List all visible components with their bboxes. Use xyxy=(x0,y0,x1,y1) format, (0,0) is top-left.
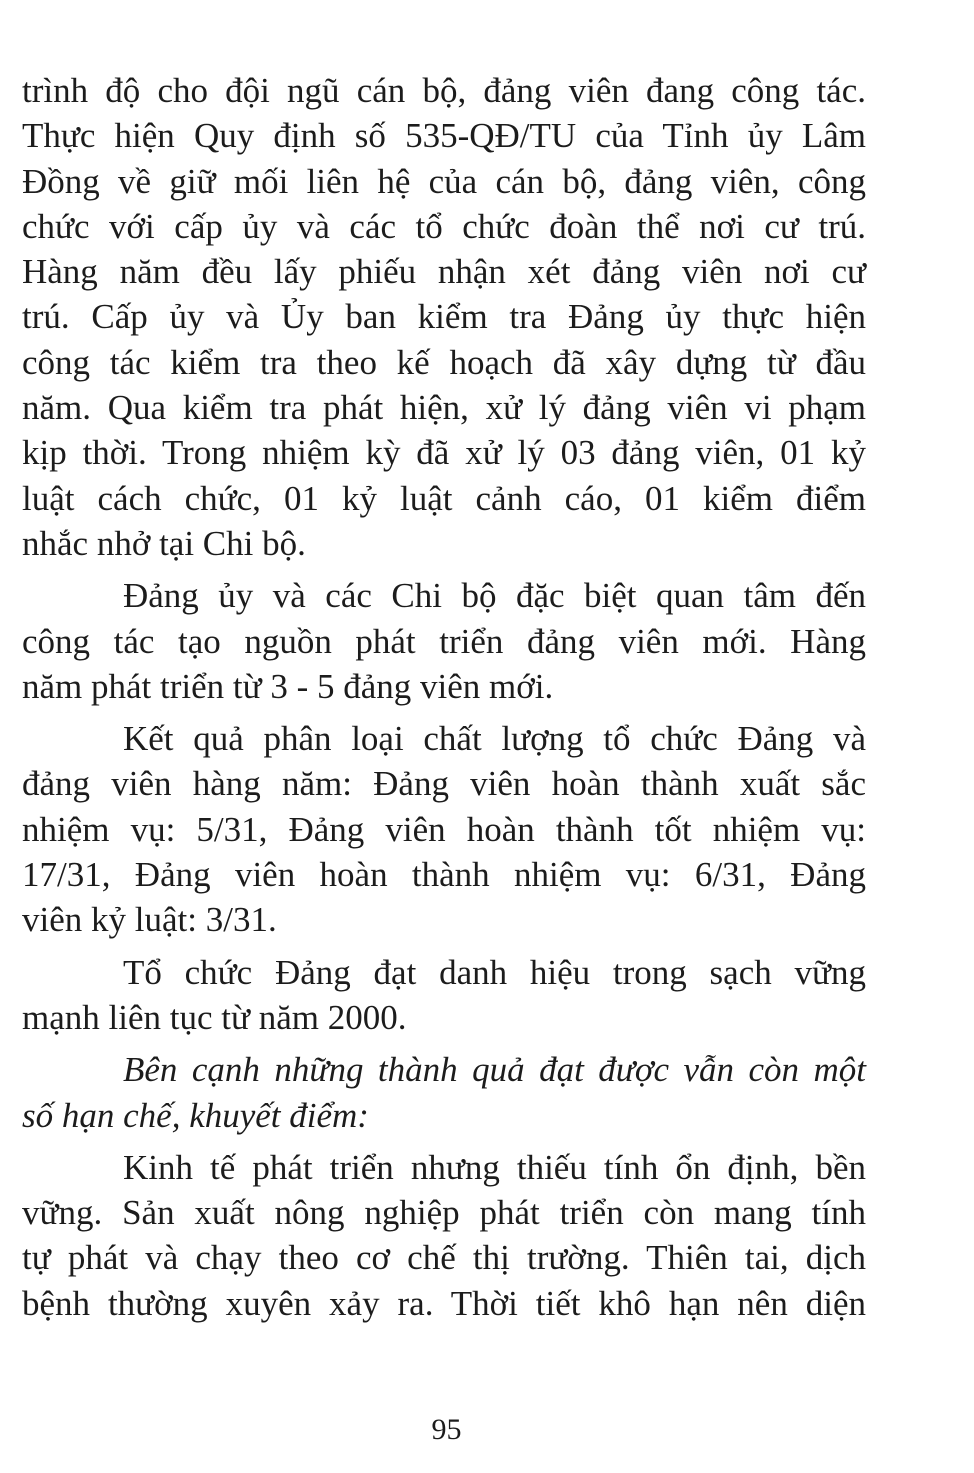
text-line: nhiệm vụ: 5/31, Đảng viên hoàn thành tốt nhiệm vụ: xyxy=(22,809,866,849)
text-line: tự phát và chạy theo cơ chế thị trường. Thiên tai, dịch xyxy=(22,1238,866,1278)
text-line: Kết quả phân loại chất lượng tổ chức Đảng và xyxy=(123,719,866,759)
text-line: Bên cạnh những thành quả đạt được vẫn còn một xyxy=(123,1050,866,1090)
page-number: 95 xyxy=(431,1413,462,1446)
text-line: trú. Cấp ủy và Ủy ban kiểm tra Đảng ủy thực hiện xyxy=(22,297,866,337)
text-line: đảng viên hàng năm: Đảng viên hoàn thành xuất sắc xyxy=(22,764,866,804)
text-line: Thực hiện Quy định số 535-QĐ/TU của Tỉnh ủy Lâm xyxy=(22,116,866,156)
text-line: năm. Qua kiểm tra phát hiện, xử lý đảng viên vi phạm xyxy=(22,388,866,428)
paragraph-5-italic xyxy=(22,1047,866,1138)
text-line: Đảng ủy và các Chi bộ đặc biệt quan tâm đến xyxy=(123,576,866,616)
paragraph-4 xyxy=(22,950,866,1041)
paragraph-1 xyxy=(22,68,866,566)
text-line: công tác tạo nguồn phát triển đảng viên mới. Hàng xyxy=(22,621,866,661)
text-line: chức với cấp ủy và các tổ chức đoàn thể nơi cư trú. xyxy=(22,206,866,246)
page-body xyxy=(22,68,866,1326)
text-line: nhắc nhở tại Chi bộ. xyxy=(22,523,306,563)
text-line: số hạn chế, khuyết điểm: xyxy=(22,1095,369,1135)
paragraph-6 xyxy=(22,1145,866,1326)
text-line: luật cách chức, 01 kỷ luật cảnh cáo, 01 kiểm điểm xyxy=(22,478,866,518)
text-line: công tác kiểm tra theo kế hoạch đã xây dựng từ đầu xyxy=(22,342,866,382)
text-line: kịp thời. Trong nhiệm kỳ đã xử lý 03 đảng viên, 01 kỷ xyxy=(22,433,866,473)
text-line: viên kỷ luật: 3/31. xyxy=(22,900,277,940)
text-line: vững. Sản xuất nông nghiệp phát triển còn mang tính xyxy=(22,1193,866,1233)
text-line: 17/31, Đảng viên hoàn thành nhiệm vụ: 6/31, Đảng xyxy=(22,855,866,895)
text-line: Đồng về giữ mối liên hệ của cán bộ, đảng viên, công xyxy=(22,161,866,201)
text-line: trình độ cho đội ngũ cán bộ, đảng viên đang công tác. xyxy=(22,71,866,110)
paragraph-3 xyxy=(22,716,866,942)
text-line: Tổ chức Đảng đạt danh hiệu trong sạch vững xyxy=(123,952,866,992)
text-line: bệnh thường xuyên xảy ra. Thời tiết khô hạn nên diện xyxy=(22,1283,866,1323)
text-line: Kinh tế phát triển nhưng thiếu tính ổn định, bền xyxy=(123,1147,866,1187)
text-line: năm phát triển từ 3 - 5 đảng viên mới. xyxy=(22,666,554,706)
text-line: Hàng năm đều lấy phiếu nhận xét đảng viên nơi cư xyxy=(22,252,866,292)
text-line: mạnh liên tục từ năm 2000. xyxy=(22,997,407,1037)
paragraph-2 xyxy=(22,573,866,709)
